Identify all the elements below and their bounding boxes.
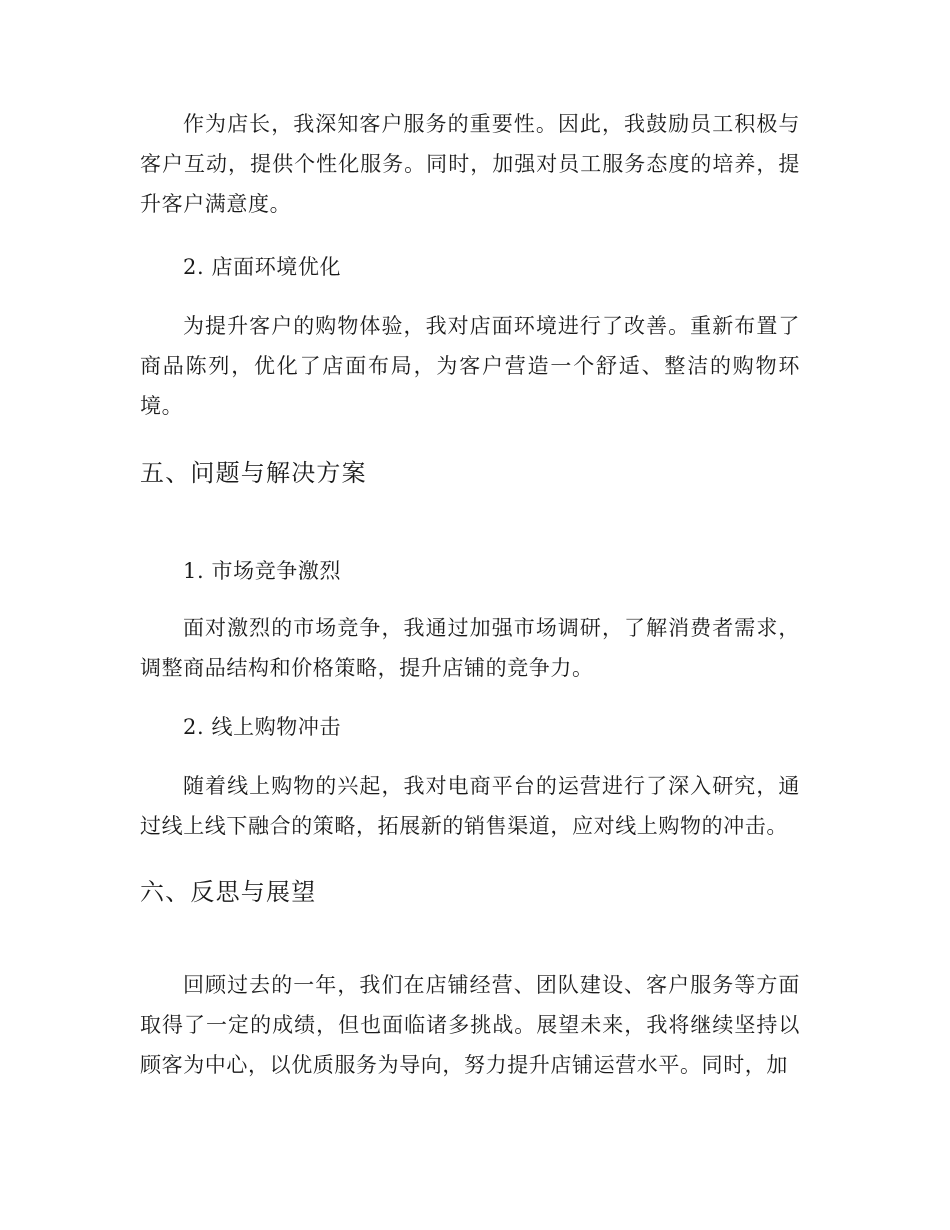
- list-item-online-shopping: 2. 线上购物冲击: [183, 715, 342, 739]
- paragraph-store-environment: 为提升客户的购物体验，我对店面环境进行了改善。重新布置了商品陈列，优化了店面布局，为客户营造一个舒适、整洁的购物环境。: [140, 314, 800, 418]
- section-heading-reflection-outlook: 六、反思与展望: [140, 878, 317, 906]
- paragraph-market-competition: 面对激烈的市场竞争，我通过加强市场调研，了解消费者需求，调整商品结构和价格策略，提升店铺的竞争力。: [140, 616, 800, 680]
- paragraph-customer-service: 作为店长，我深知客户服务的重要性。因此，我鼓励员工积极与客户互动，提供个性化服务。同时，加强对员工服务态度的培养，提升客户满意度。: [140, 112, 800, 216]
- paragraph-reflection: 回顾过去的一年，我们在店铺经营、团队建设、客户服务等方面取得了一定的成绩，但也面临诸多挑战。展望未来，我将继续坚持以顾客为中心，以优质服务为导向，努力提升店铺运营水平。同时，加: [140, 973, 800, 1077]
- list-item-store-environment: 2. 店面环境优化: [183, 255, 342, 279]
- list-item-market-competition: 1. 市场竞争激烈: [183, 559, 342, 583]
- paragraph-online-shopping: 随着线上购物的兴起，我对电商平台的运营进行了深入研究，通过线上线下融合的策略，拓展新的销售渠道，应对线上购物的冲击。: [140, 774, 800, 838]
- section-heading-problems-solutions: 五、问题与解决方案: [140, 459, 367, 487]
